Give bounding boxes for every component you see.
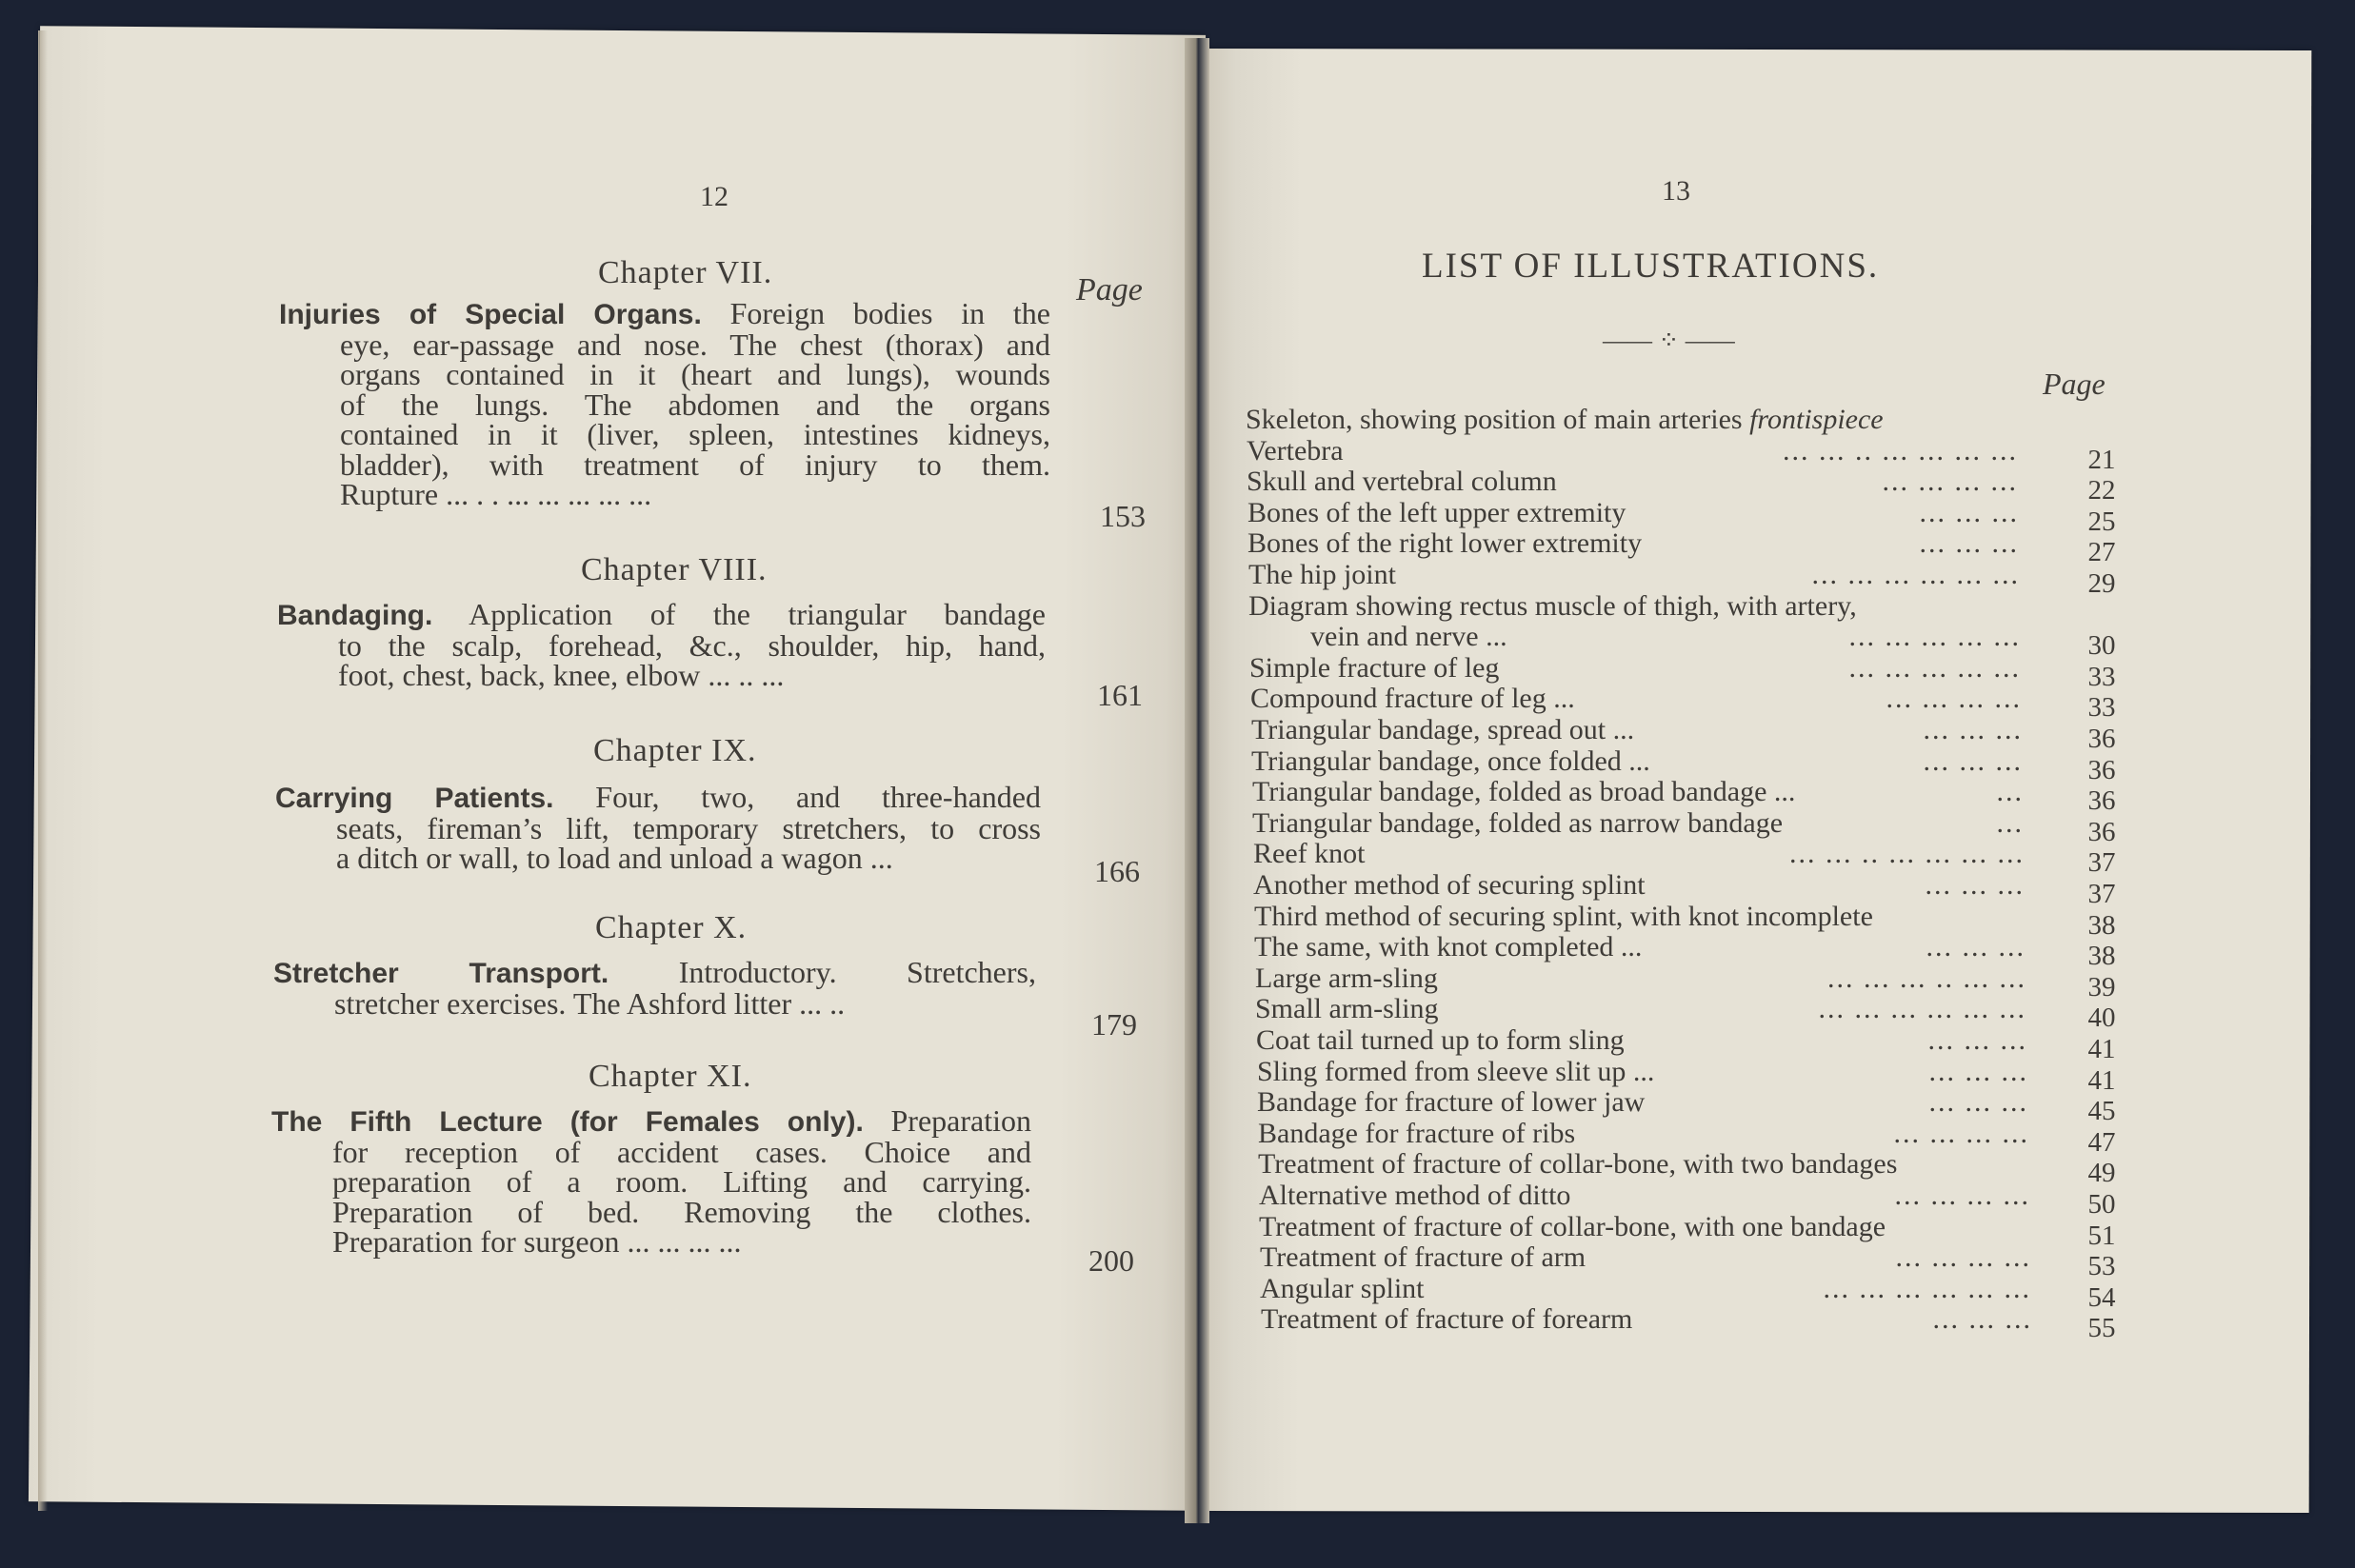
illustration-page-number: 54 xyxy=(2087,1281,2116,1313)
illustration-page-number: 21 xyxy=(2087,444,2116,475)
illustration-title: Simple fracture of leg xyxy=(1249,651,1500,684)
illustration-title: Diagram showing rectus muscle of thigh, with artery, xyxy=(1248,589,1857,622)
chapter-title: Stretcher Transport. xyxy=(273,958,609,989)
illustration-title: Triangular bandage, spread out ... xyxy=(1251,714,1635,745)
chapter-heading: Chapter IX. xyxy=(593,733,757,768)
dot-leader: ... ... ... ... ... ... xyxy=(1823,1272,2031,1304)
illustration-title: Large arm-sling xyxy=(1255,962,1438,994)
illustration-title: Triangular bandage, folded as broad bandage ... xyxy=(1252,776,1796,808)
chapter-entry xyxy=(271,1103,1031,1259)
illustration-title: Treatment of fracture of collar-bone, with one bandage xyxy=(1259,1210,1886,1242)
chapter-page-number: 161 xyxy=(1097,678,1143,712)
chapter-description-line: eye, ear-passage and nose. The chest (thorax) and xyxy=(340,327,1050,362)
chapter-title-line xyxy=(277,597,1046,631)
dot-leader: ... ... ... ... xyxy=(1882,466,2018,498)
illustration-title: Treatment of fracture of collar-bone, with two bandages xyxy=(1258,1148,1898,1181)
illustration-entry xyxy=(1251,745,2023,777)
dot-leader: ... ... ... xyxy=(1923,744,2023,777)
illustration-title: Treatment of fracture of forearm xyxy=(1261,1303,1633,1336)
dot-leader: ... ... ... xyxy=(1928,1086,2028,1119)
illustration-entry xyxy=(1256,1024,2027,1056)
illustration-entry xyxy=(1248,559,2020,590)
dot-leader: ... ... ... ... xyxy=(1894,1180,2030,1211)
illustration-page-number: 33 xyxy=(2087,692,2116,724)
illustration-title: Triangular bandage, once folded ... xyxy=(1251,744,1650,777)
illustration-page-number: 25 xyxy=(2087,506,2116,537)
illustration-title: The hip joint xyxy=(1248,559,1396,590)
chapter-description: Introductory. Stretchers, xyxy=(609,955,1036,989)
illustration-location: frontispiece xyxy=(1742,404,1884,435)
illustration-page-number: 30 xyxy=(2087,630,2116,662)
chapter-description: Application of the triangular bandage xyxy=(432,597,1046,631)
dot-leader: ... ... ... xyxy=(1919,527,2019,560)
illustration-title: The same, with knot completed ... xyxy=(1254,931,1643,963)
chapter-title-line xyxy=(271,1103,1031,1138)
chapter-description-line: of the lungs. The abdomen and the organs xyxy=(340,387,1050,422)
chapter-description-line: a ditch or wall, to load and unload a wagon ... xyxy=(336,841,893,875)
illustration-title: Third method of securing splint, with knot incomplete xyxy=(1254,900,1873,932)
illustration-entry xyxy=(1249,652,2021,684)
chapter-title: The Fifth Lecture (for Females only). xyxy=(271,1106,864,1138)
chapter-entry xyxy=(273,955,1036,1021)
illustration-entry xyxy=(1257,1086,2028,1118)
illustration-title: Another method of securing splint xyxy=(1253,869,1646,901)
illustration-entry xyxy=(1257,1056,2028,1087)
illustration-page-number: 37 xyxy=(2087,879,2116,909)
chapter-description-line: contained in it (liver, spleen, intestines kidneys, xyxy=(340,417,1050,451)
illustration-page-number: 39 xyxy=(2087,971,2116,1002)
chapter-description-line: foot, chest, back, knee, elbow ... .. ... xyxy=(338,658,785,692)
illustration-entry xyxy=(1247,497,2019,528)
illustration-page-number: 27 xyxy=(2087,537,2116,568)
chapter-description-line: Preparation of bed. Removing the clothes. xyxy=(332,1194,1031,1229)
dot-leader: ... ... ... ... ... ... xyxy=(1818,993,2026,1025)
illustration-title: Alternative method of ditto xyxy=(1259,1180,1571,1211)
dot-leader: ... ... ... xyxy=(1926,931,2026,963)
chapter-description: Four, two, and three-handed xyxy=(553,780,1041,814)
illustration-entry xyxy=(1261,1303,2032,1335)
illustration-title: Vertebra xyxy=(1247,434,1344,466)
chapter-entry xyxy=(277,597,1046,692)
illustration-page-number: 41 xyxy=(2087,1034,2116,1064)
illustration-page-number: 33 xyxy=(2087,661,2116,692)
illustration-entry xyxy=(1246,404,2017,435)
chapter-description-line: Rupture ... . . ... ... ... ... ... xyxy=(340,477,652,511)
illustration-page-number: 49 xyxy=(2087,1158,2116,1189)
dot-leader: ... ... .. ... ... ... ... xyxy=(1789,838,2025,870)
illustration-entry xyxy=(1258,1148,2029,1180)
illustration-entry xyxy=(1255,963,2026,994)
page-column-label-left: Page xyxy=(1076,272,1143,308)
dot-leader: ... ... ... xyxy=(1928,1055,2028,1087)
dot-leader: ... ... ... ... ... ... xyxy=(1811,559,2020,590)
illustration-title: Bones of the left upper extremity xyxy=(1247,496,1627,528)
chapter-description-line: to the scalp, forehead, &c., shoulder, hip, hand, xyxy=(338,627,1046,663)
chapter-page-number: 179 xyxy=(1091,1007,1137,1042)
illustration-page-number: 38 xyxy=(2087,909,2116,941)
dot-leader: ... ... ... xyxy=(1932,1303,2032,1336)
chapter-description-line: for reception of accident cases. Choice and xyxy=(332,1134,1031,1169)
chapter-page-number: 153 xyxy=(1100,499,1146,533)
illustration-title: Bandage for fracture of lower jaw xyxy=(1257,1086,1646,1119)
illustration-entry xyxy=(1248,590,2020,622)
chapter-description-line: organs contained in it (heart and lungs), wounds xyxy=(340,357,1050,391)
illustration-page-number: 22 xyxy=(2087,475,2116,506)
illustration-entry xyxy=(1259,1180,2030,1211)
illustration-entry xyxy=(1260,1241,2031,1273)
chapter-description-line: seats, fireman’s lift, temporary stretchers, to cross xyxy=(336,810,1041,845)
chapter-title-line xyxy=(275,780,1041,814)
illustration-entry xyxy=(1253,869,2025,901)
chapter-title: Carrying Patients. xyxy=(275,783,554,814)
dot-leader: ... ... ... xyxy=(1923,714,2023,745)
illustration-title: Skull and vertebral column xyxy=(1247,466,1557,498)
illustration-entry xyxy=(1252,807,2024,839)
illustration-entry xyxy=(1247,466,2018,497)
illustration-page-number: 36 xyxy=(2087,816,2116,847)
illustration-entry xyxy=(1251,714,2023,745)
chapter-description-line: Preparation for surgeon ... ... ... ... xyxy=(332,1224,742,1259)
illustration-page-number: 41 xyxy=(2087,1064,2116,1096)
chapter-description-line: preparation of a room. Lifting and carrying. xyxy=(332,1164,1031,1199)
dot-leader: ... ... ... .. ... ... xyxy=(1827,962,2026,994)
illustration-entry xyxy=(1258,1118,2029,1149)
illustration-entry xyxy=(1260,1273,2031,1304)
illustration-title: Skeleton, showing position of main arteries xyxy=(1246,404,1743,435)
illustration-title: vein and nerve ... xyxy=(1310,621,1507,653)
illustration-title: Angular splint xyxy=(1260,1272,1425,1304)
illustration-page-number: 36 xyxy=(2087,754,2116,785)
illustration-title: Sling formed from sleeve slit up ... xyxy=(1257,1055,1655,1087)
illustration-page-number: 36 xyxy=(2087,724,2116,754)
chapter-page-number: 200 xyxy=(1088,1243,1134,1278)
chapter-title-line xyxy=(273,955,1036,989)
page-column-label-right: Page xyxy=(2043,367,2106,401)
illustration-entry xyxy=(1255,993,2026,1024)
chapter-title-line xyxy=(279,296,1050,330)
illustration-entry xyxy=(1247,435,2018,466)
illustration-title: Bandage for fracture of ribs xyxy=(1258,1117,1576,1149)
illustration-title: Coat tail turned up to form sling xyxy=(1256,1024,1625,1056)
dot-leader: ... ... .. ... ... ... ... xyxy=(1783,434,2018,466)
illustration-page-number: 45 xyxy=(2087,1096,2116,1127)
illustration-page-number: 38 xyxy=(2087,941,2116,972)
chapter-entry xyxy=(275,780,1041,875)
chapter-heading: Chapter VII. xyxy=(598,255,773,290)
chapter-description: Foreign bodies in the xyxy=(701,296,1050,330)
illustration-page-number: 51 xyxy=(2087,1220,2116,1251)
ornament-divider: —— ⁘ —— xyxy=(1603,327,1735,354)
illustration-entry xyxy=(1249,621,2021,652)
dot-leader: ... ... ... ... xyxy=(1893,1117,2029,1149)
illustration-entry xyxy=(1254,931,2026,963)
dot-leader: ... ... ... xyxy=(1919,496,2019,528)
illustration-entry xyxy=(1259,1211,2030,1242)
chapter-description: Preparation xyxy=(863,1103,1031,1138)
illustration-title: Treatment of fracture of arm xyxy=(1260,1241,1587,1274)
illustration-title: Small arm-sling xyxy=(1255,993,1439,1025)
page-number-right: 13 xyxy=(1662,175,1690,207)
illustration-page-number: 29 xyxy=(2087,568,2116,599)
illustration-page-number: 50 xyxy=(2087,1189,2116,1220)
list-title: LIST OF ILLUSTRATIONS. xyxy=(1422,247,1880,286)
page-edge xyxy=(38,30,48,1511)
dot-leader: ... ... ... ... xyxy=(1886,683,2022,715)
chapter-page-number: 166 xyxy=(1094,854,1140,888)
dot-leader: ... ... ... ... xyxy=(1895,1241,2031,1274)
dot-leader: ... xyxy=(1996,776,2024,808)
chapter-heading: Chapter VIII. xyxy=(581,552,768,587)
chapter-title: Bandaging. xyxy=(277,600,433,631)
illustration-page-number: 40 xyxy=(2087,1002,2116,1034)
illustration-title: Reef knot xyxy=(1253,838,1366,870)
illustration-page-number: 36 xyxy=(2087,785,2116,817)
chapter-heading: Chapter XI. xyxy=(589,1059,752,1094)
dot-leader: ... ... ... ... ... xyxy=(1848,621,2021,653)
illustration-title: Triangular bandage, folded as narrow bandage xyxy=(1252,806,1784,839)
illustration-title: Bones of the right lower extremity xyxy=(1247,527,1643,560)
illustration-entry xyxy=(1253,838,2025,869)
illustration-entry xyxy=(1254,901,2026,932)
book-gutter xyxy=(1185,38,1209,1523)
illustration-page-number: 55 xyxy=(2087,1313,2116,1344)
illustration-page-number: 47 xyxy=(2087,1126,2116,1158)
chapter-entry xyxy=(279,296,1050,511)
page-number-left: 12 xyxy=(700,181,728,212)
illustration-entry xyxy=(1247,527,2019,559)
chapter-description-line: stretcher exercises. The Ashford litter ... .. xyxy=(334,985,846,1021)
illustration-title: Compound fracture of leg ... xyxy=(1250,683,1575,715)
illustration-page-number: 37 xyxy=(2087,847,2116,879)
dot-leader: ... ... ... xyxy=(1927,1024,2027,1056)
illustration-entry xyxy=(1250,683,2022,714)
chapter-heading: Chapter X. xyxy=(595,910,748,945)
dot-leader: ... ... ... xyxy=(1925,869,2025,901)
illustration-entry xyxy=(1252,776,2024,807)
dot-leader: ... xyxy=(1996,806,2024,839)
illustration-page-number: 53 xyxy=(2087,1251,2116,1282)
dot-leader: ... ... ... ... ... xyxy=(1848,651,2021,684)
chapter-title: Injuries of Special Organs. xyxy=(279,299,702,330)
chapter-description-line: bladder), with treatment of injury to them. xyxy=(340,447,1050,482)
